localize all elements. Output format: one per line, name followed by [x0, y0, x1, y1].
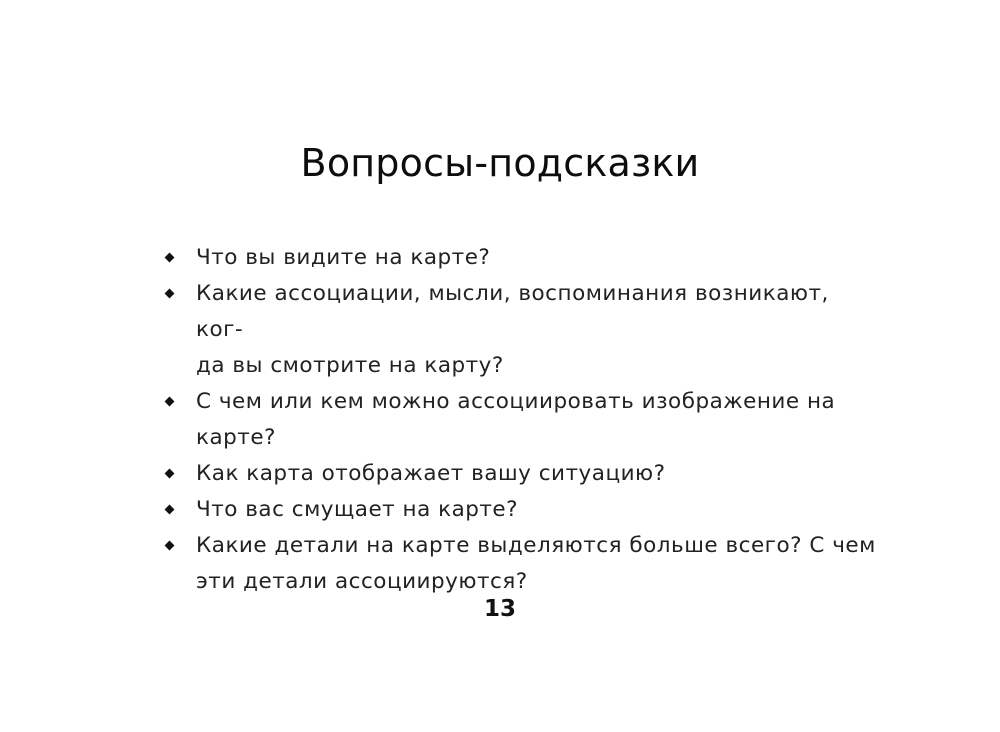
question-text: Что вас смущает на карте?	[196, 497, 519, 522]
list-item	[163, 456, 883, 492]
question-text: Что вы видите на карте?	[196, 245, 491, 270]
question-text: С чем или кем можно ассоциировать изображение на	[196, 389, 836, 414]
diamond-bullet-icon	[165, 541, 175, 551]
question-text-continued: да вы смотрите на карту?	[196, 353, 504, 378]
diamond-bullet-icon	[165, 253, 175, 263]
list-item	[163, 384, 883, 456]
diamond-bullet-icon	[165, 397, 175, 407]
question-text: Как карта отображает вашу ситуацию?	[196, 461, 666, 486]
list-item	[163, 528, 883, 600]
list-item	[163, 240, 883, 276]
diamond-bullet-icon	[165, 289, 175, 299]
question-text-continued: карте?	[196, 425, 276, 450]
diamond-bullet-icon	[165, 469, 175, 479]
question-text: Какие детали на карте выделяются больше всего? С чем	[196, 533, 876, 558]
question-text: Какие ассоциации, мысли, воспоминания возникают, ког-	[196, 281, 829, 342]
list-item	[163, 276, 883, 384]
page-number: 13	[483, 596, 516, 622]
list-item	[163, 492, 883, 528]
diamond-bullet-icon	[165, 505, 175, 515]
questions-list	[163, 240, 883, 600]
question-text-continued: эти детали ассоциируются?	[196, 569, 528, 594]
page-title: Вопросы-подсказки	[300, 141, 700, 185]
